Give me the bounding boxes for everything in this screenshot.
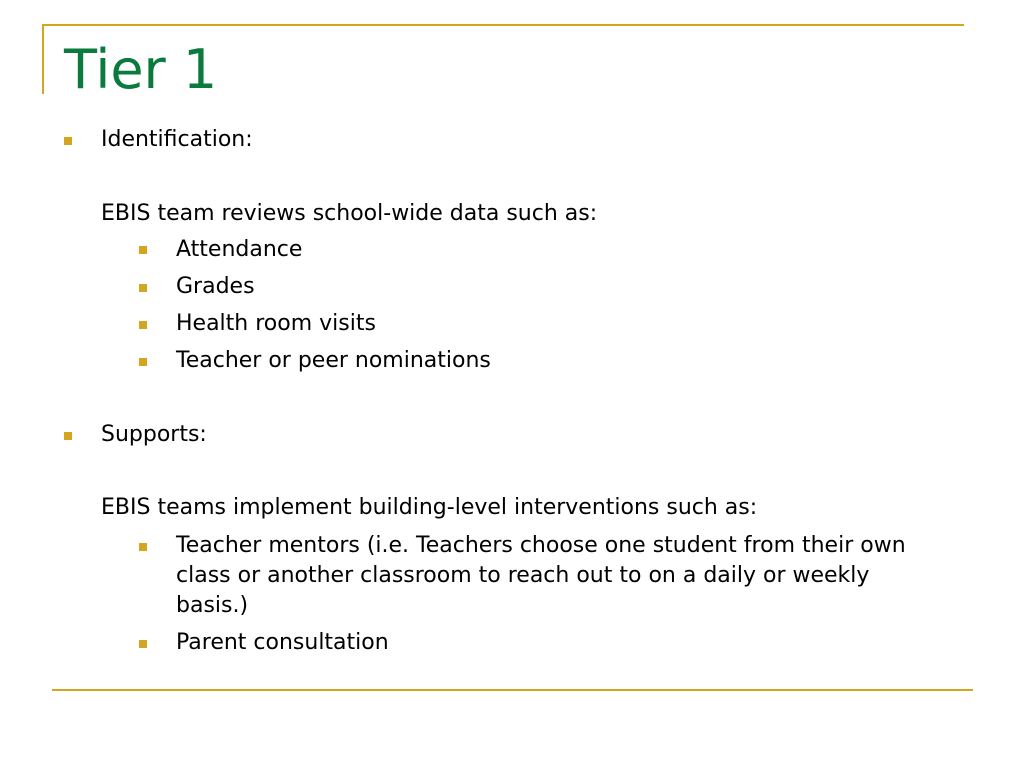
list-item: Teacher mentors (i.e. Teachers choose one student from their own class or another classroom to reach out to on a daily or weekly basis.) (176, 533, 906, 618)
list-item: Attendance (176, 237, 303, 262)
section-intro-identification: EBIS team reviews school-wide data such as: (101, 201, 598, 226)
list-item: Parent consultation (176, 630, 389, 655)
square-bullet-icon (139, 246, 147, 254)
section-heading-identification: Identification: (101, 127, 253, 152)
section-heading-supports: Supports: (101, 422, 207, 447)
square-bullet-icon (64, 432, 72, 440)
list-item: Teacher or peer nominations (176, 348, 491, 373)
list-item: Grades (176, 274, 255, 299)
square-bullet-icon (139, 284, 147, 292)
list-item: Health room visits (176, 311, 376, 336)
slide-title: Tier 1 (64, 38, 218, 101)
square-bullet-icon (139, 358, 147, 366)
section-intro-supports: EBIS teams implement building-level interventions such as: (101, 495, 758, 520)
square-bullet-icon (139, 321, 147, 329)
square-bullet-icon (139, 640, 147, 648)
square-bullet-icon (139, 543, 147, 551)
square-bullet-icon (64, 137, 72, 145)
